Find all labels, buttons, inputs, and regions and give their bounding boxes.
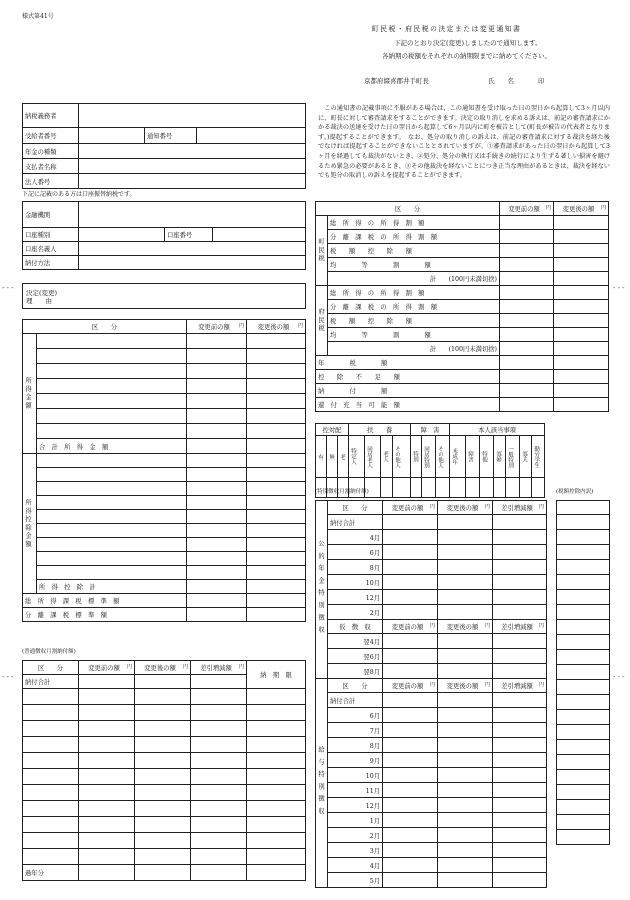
salary-month-3: 9月 xyxy=(328,753,383,768)
salary-month-4-cell-0[interactable] xyxy=(383,768,438,783)
income-side-label: 所得金額 xyxy=(24,376,31,411)
deduction-detail-cell-2[interactable] xyxy=(557,530,610,545)
pension-next-month-1: 翌6月 xyxy=(328,649,383,664)
deduction-detail-cell-3[interactable] xyxy=(557,545,610,560)
salary-month-6-cell-0[interactable] xyxy=(383,798,438,813)
margin-dash-right-bottom: - - - xyxy=(613,673,625,681)
salary-total-label: 納付合計 xyxy=(328,693,383,708)
deduct-side-label: 所得控除金額 xyxy=(24,498,31,549)
normal-title: (普通徴収月割納付額) xyxy=(22,649,76,655)
notice-no-label: 通知番号 xyxy=(145,128,197,144)
income-total-label: 合 計 所 得 金 額 xyxy=(37,439,187,454)
normal-diff-header: 差引増減額 円 xyxy=(191,661,247,675)
pension-month-4-cell-2[interactable] xyxy=(493,590,547,605)
pension-kari-h_diff-header: 差引増減額 円 xyxy=(493,620,547,634)
reason-label: 決定(変更) 理 由 xyxy=(26,289,58,306)
income-before-header: 変更前の額 円 xyxy=(187,320,247,334)
appeal-text: この通知書の記載事項に不服がある場合は、この通知書を受け取った日の翌日から起算して3ヶ月以内に、町長に対して審査請求をすることができます。決定の取り消しを求める訴えは、前記の審査請求にかかる裁決の送達を受けた日の翌日から起算して6ヶ月以内に町を被告として(町長が被告の代表者となります。)提起することができます。 なお、処分の取り消しの訴えは、前記の審査請求に対する裁決を経た後でなければ提起することができないこととされていますが、①審査請求があった日の翌日から起算して3ヶ月を経過しても裁決がないとき、②処分、処分の執行又は手続きの続行により生ずる著しい損害を避けるため緊急の必要があるとき、③その他裁決を経ないことにつき正当な理由があるときは、裁決を経ないでも処分の取消しの訴えを提起することができます。 xyxy=(318,105,610,180)
deduction-detail-cell-18[interactable] xyxy=(557,770,610,785)
pension-month-3: 10月 xyxy=(328,575,383,590)
disabled-header: 障 害 xyxy=(411,424,450,436)
pref-side-label: 府民税 xyxy=(317,308,324,333)
salary-month-2-cell-1[interactable] xyxy=(438,738,493,753)
salary-month-5: 11月 xyxy=(328,783,383,798)
pension-total-label-cell-0[interactable] xyxy=(383,515,438,530)
dependent-col-8: 同居特別 xyxy=(423,445,430,468)
notice-line1: 下記のとおり決定(変更)しましたので通知します。 xyxy=(394,39,542,47)
salary-total-label-cell-0[interactable] xyxy=(383,693,438,708)
pension-month-0-cell-2[interactable] xyxy=(493,530,547,545)
dependent-col-13: 寡婦 xyxy=(495,451,502,462)
notice-line2: 各納期の税額をそれぞれの納期限までに納めてください。 xyxy=(382,52,551,60)
salary-month-8-cell-1[interactable] xyxy=(438,828,493,843)
pension-kari-h_before-header: 変更前の額 円 xyxy=(383,620,438,634)
salary-month-10-cell-2[interactable] xyxy=(493,858,547,873)
pension-kari-kubun-header: 仮 徴 収 xyxy=(328,620,383,634)
pension-month-1-cell-1[interactable] xyxy=(438,545,493,560)
town-row-1: 分 離 課 税 の 所 得 割 額 xyxy=(328,230,500,244)
pension-month-5-cell-1[interactable] xyxy=(438,605,493,620)
salary-month-0-cell-0[interactable] xyxy=(383,708,438,723)
salary-month-0-cell-1[interactable] xyxy=(438,708,493,723)
salary-total-label-cell-2[interactable] xyxy=(493,693,547,708)
pension-total-label-cell-1[interactable] xyxy=(438,515,493,530)
salary-month-0-cell-2[interactable] xyxy=(493,708,547,723)
dependent-val-12[interactable] xyxy=(480,478,494,498)
receiver-no-value[interactable] xyxy=(79,128,145,144)
seal-mark: 印 xyxy=(538,77,545,85)
dependent-col-16: 勤労学生 xyxy=(533,445,540,468)
dependent-col-14: 一般特別 xyxy=(507,445,514,468)
salary-month-5-cell-0[interactable] xyxy=(383,783,438,798)
salary-month-10-cell-1[interactable] xyxy=(438,858,493,873)
deduction-detail-table xyxy=(556,500,610,845)
account-type-label: 口座種別 xyxy=(23,228,79,242)
salary-kubun-header: 区 分 xyxy=(328,679,383,693)
dependent-val-11[interactable] xyxy=(466,478,480,498)
deduction-detail-cell-8[interactable] xyxy=(557,620,610,635)
salary-month-9-cell-2[interactable] xyxy=(493,843,547,858)
special-title: (特別徴収月割納付額) xyxy=(315,489,369,495)
deduction-detail-cell-12[interactable] xyxy=(557,680,610,695)
town-row-2: 税 額 控 除 額 xyxy=(328,244,500,258)
salary-month-7-cell-0[interactable] xyxy=(383,813,438,828)
bottom-row-1: 控 除 不 足 額 xyxy=(316,370,500,384)
pension-total-label: 納付合計 xyxy=(328,515,383,530)
reason-box[interactable] xyxy=(22,283,306,309)
income-after-header: 変更後の額 円 xyxy=(247,320,306,334)
deduction-detail-cell-16[interactable] xyxy=(557,740,610,755)
deduction-detail-cell-0[interactable] xyxy=(557,501,610,515)
deduction-detail-cell-1[interactable] xyxy=(557,515,610,530)
notice-title: 町民税・府民税の決定または変更通知書 xyxy=(372,25,522,33)
salary-month-10-cell-0[interactable] xyxy=(383,858,438,873)
salary-month-11: 5月 xyxy=(328,873,383,888)
dependent-val-15[interactable] xyxy=(520,478,532,498)
pension-month-1-cell-0[interactable] xyxy=(383,545,438,560)
form-number: 様式第41号 xyxy=(22,13,54,20)
deduction-detail-cell-5[interactable] xyxy=(557,575,610,590)
pension-next-month-2-cell-2[interactable] xyxy=(493,664,547,679)
personal-header: 本人該当事項 xyxy=(450,424,545,436)
salary-month-6-cell-2[interactable] xyxy=(493,798,547,813)
dependent-col-4: 同居老人 xyxy=(366,445,373,468)
pension-kubun-header: 区 分 xyxy=(328,501,383,515)
deduction-detail-cell-14[interactable] xyxy=(557,710,610,725)
pension-month-3-cell-0[interactable] xyxy=(383,575,438,590)
normal-after-header: 変更後の額 円 xyxy=(135,661,191,675)
deduction-detail-cell-9[interactable] xyxy=(557,635,610,650)
pension-type-value[interactable] xyxy=(79,144,306,159)
pension-next-month-0-cell-2[interactable] xyxy=(493,634,547,649)
deduction-detail-cell-4[interactable] xyxy=(557,560,610,575)
pension-next-month-1-cell-1[interactable] xyxy=(438,649,493,664)
salary-month-3-cell-1[interactable] xyxy=(438,753,493,768)
dependent-col-10: 未成年 xyxy=(451,448,458,465)
deduction-detail-title: (税額控除内訳) xyxy=(556,489,594,495)
pension-type-label: 年金の種類 xyxy=(23,144,79,159)
pension-month-0: 4月 xyxy=(328,530,383,545)
pension-side-label: 公的年金特別徴収 xyxy=(317,540,324,639)
salary-month-4: 10月 xyxy=(328,768,383,783)
salary-month-3-cell-2[interactable] xyxy=(493,753,547,768)
salary-h_diff-header: 差引増減額 円 xyxy=(493,679,547,693)
dependent-col-0: 有 xyxy=(317,453,323,460)
salary-month-2: 8月 xyxy=(328,738,383,753)
dependent-col-9: その他人 xyxy=(437,445,444,468)
pension-month-2: 8月 xyxy=(328,560,383,575)
tax-table xyxy=(315,201,609,412)
bank-note: 下記に記載のある方は口座振替納税です。 xyxy=(22,191,136,198)
salary-month-7-cell-1[interactable] xyxy=(438,813,493,828)
tax-before-header: 変更前の額 円 xyxy=(500,202,554,216)
dependent-val-9[interactable] xyxy=(436,478,450,498)
pension-next-month-1-cell-0[interactable] xyxy=(383,649,438,664)
salary-month-8-cell-0[interactable] xyxy=(383,828,438,843)
corp-no-value[interactable] xyxy=(79,174,306,189)
town-row-0: 総 所 得 の 所 得 割 額 xyxy=(328,216,500,230)
pension-month-0-cell-0[interactable] xyxy=(383,530,438,545)
margin-dash-left-bottom: - - - xyxy=(2,673,14,681)
overdue-label: 過年分 xyxy=(23,865,79,881)
income-table xyxy=(22,319,306,622)
special-table xyxy=(315,500,547,888)
account-no-value[interactable] xyxy=(213,228,306,242)
pension-next-month-0-cell-0[interactable] xyxy=(383,634,438,649)
holder-label: 口座名義人 xyxy=(23,242,79,256)
normal-table xyxy=(22,660,306,881)
bottom-row-2: 納 付 額 xyxy=(316,384,500,398)
salary-month-8-cell-2[interactable] xyxy=(493,828,547,843)
salary-month-11-cell-1[interactable] xyxy=(438,873,493,888)
salary-month-2-cell-0[interactable] xyxy=(383,738,438,753)
dependent-val-14[interactable] xyxy=(506,478,520,498)
corp-no-label: 法人番号 xyxy=(23,174,79,189)
account-no-label: 口座番号 xyxy=(165,228,213,242)
pension-month-4-cell-0[interactable] xyxy=(383,590,438,605)
payer-name-value[interactable] xyxy=(79,159,306,174)
town-row-3: 均 等 割 額 xyxy=(328,258,500,272)
dependent-col-3: 特定人 xyxy=(350,448,357,465)
pension-month-4-cell-1[interactable] xyxy=(438,590,493,605)
normal-before-header: 変更前の額 円 xyxy=(79,661,135,675)
pension-next-month-1-cell-2[interactable] xyxy=(493,649,547,664)
dependent-val-13[interactable] xyxy=(494,478,506,498)
pref-row-4: 計 (100円未満切捨) xyxy=(328,342,500,356)
deduction-detail-cell-11[interactable] xyxy=(557,665,610,680)
dependent-val-8[interactable] xyxy=(422,478,436,498)
salary-month-1-cell-0[interactable] xyxy=(383,723,438,738)
deduction-detail-cell-19[interactable] xyxy=(557,785,610,800)
tax-after-header: 変更後の額 円 xyxy=(554,202,609,216)
pension-next-month-2-cell-1[interactable] xyxy=(438,664,493,679)
salary-month-1-cell-1[interactable] xyxy=(438,723,493,738)
dependent-val-6[interactable] xyxy=(393,478,411,498)
pension-next-month-0: 翌4月 xyxy=(328,634,383,649)
salary-month-4-cell-2[interactable] xyxy=(493,768,547,783)
pension-month-2-cell-0[interactable] xyxy=(383,560,438,575)
dependent-col-7: 特別 xyxy=(412,451,419,462)
bank-table xyxy=(22,201,306,270)
pension-month-5-cell-0[interactable] xyxy=(383,605,438,620)
total-taxable-label: 総 所 得 課 税 標 準 額 xyxy=(23,594,187,608)
bottom-row-0: 年 税 額 xyxy=(316,356,500,370)
pension-h_before-header: 変更前の額 円 xyxy=(383,501,438,515)
deduction-detail-cell-10[interactable] xyxy=(557,650,610,665)
pension-next-month-0-cell-1[interactable] xyxy=(438,634,493,649)
support-header: 扶 養 xyxy=(349,424,411,436)
institution-label: 金融機関 xyxy=(23,202,79,228)
pension-total-label-cell-2[interactable] xyxy=(493,515,547,530)
salary-month-0: 6月 xyxy=(328,708,383,723)
normal-total-label: 納付合計 xyxy=(23,675,79,689)
pension-month-3-cell-2[interactable] xyxy=(493,575,547,590)
institution-value[interactable] xyxy=(79,202,306,228)
salary-month-9-cell-1[interactable] xyxy=(438,843,493,858)
salary-month-3-cell-0[interactable] xyxy=(383,753,438,768)
income-kubun-header: 区 分 xyxy=(23,320,187,334)
deduction-detail-cell-15[interactable] xyxy=(557,725,610,740)
dependent-col-6: その他人 xyxy=(394,445,401,468)
pension-month-5-cell-2[interactable] xyxy=(493,605,547,620)
pref-row-2: 税 額 控 除 額 xyxy=(328,314,500,328)
payer-label: 納税義務者 xyxy=(23,104,79,128)
salary-month-9: 3月 xyxy=(328,843,383,858)
account-type-value[interactable] xyxy=(79,228,165,242)
margin-dash-right-top: - - - xyxy=(613,284,625,292)
tax-kubun-header: 区 分 xyxy=(316,202,500,216)
dependent-col-15: 寡夫 xyxy=(521,451,528,462)
salary-month-6: 12月 xyxy=(328,798,383,813)
dependent-col-5: 老人 xyxy=(382,451,389,462)
pension-month-2-cell-2[interactable] xyxy=(493,560,547,575)
notice-no-value[interactable] xyxy=(197,128,306,144)
dependent-val-5[interactable] xyxy=(381,478,393,498)
pension-month-1-cell-2[interactable] xyxy=(493,545,547,560)
salary-month-1: 7月 xyxy=(328,723,383,738)
deduct-total-label: 所 得 控 除 計 xyxy=(37,580,187,594)
salary-month-6-cell-1[interactable] xyxy=(438,798,493,813)
salary-month-10: 4月 xyxy=(328,858,383,873)
deduction-detail-cell-22[interactable] xyxy=(557,830,610,845)
salary-month-11-cell-2[interactable] xyxy=(493,873,547,888)
deduction-detail-cell-17[interactable] xyxy=(557,755,610,770)
receiver-no-label: 受給者番号 xyxy=(23,128,79,144)
payer-info-table xyxy=(22,103,306,189)
pension-month-5: 2月 xyxy=(328,605,383,620)
salary-month-11-cell-0[interactable] xyxy=(383,873,438,888)
pension-kari-h_after-header: 変更後の額 円 xyxy=(438,620,493,634)
salary-h_after-header: 変更後の額 円 xyxy=(438,679,493,693)
town-side-label: 町民税 xyxy=(317,238,324,263)
holder-value[interactable] xyxy=(79,242,306,256)
pension-month-0-cell-1[interactable] xyxy=(438,530,493,545)
salary-month-5-cell-1[interactable] xyxy=(438,783,493,798)
dependent-col-2: 老 xyxy=(339,453,345,460)
dependent-col-12: 特他 xyxy=(481,451,488,462)
bottom-row-3: 還 付 充 当 可 能 額 xyxy=(316,398,500,412)
deduction-detail-cell-7[interactable] xyxy=(557,605,610,620)
pension-month-1: 6月 xyxy=(328,545,383,560)
normal-kubun-header: 区 分 xyxy=(23,661,79,675)
deduction-detail-cell-6[interactable] xyxy=(557,590,610,605)
pref-row-0: 総 所 得 の 所 得 割 額 xyxy=(328,286,500,300)
salary-month-9-cell-0[interactable] xyxy=(383,843,438,858)
deduction-detail-cell-20[interactable] xyxy=(557,800,610,815)
salary-h_before-header: 変更前の額 円 xyxy=(383,679,438,693)
spouse-header: 控対配 xyxy=(316,424,349,436)
salary-month-4-cell-1[interactable] xyxy=(438,768,493,783)
dependent-val-16[interactable] xyxy=(532,478,545,498)
pension-month-2-cell-1[interactable] xyxy=(438,560,493,575)
payer-name-label: 支払者名称 xyxy=(23,159,79,174)
pension-h_diff-header: 差引増減額 円 xyxy=(493,501,547,515)
normal-due-header: 納 期 限 xyxy=(247,661,306,689)
method-value[interactable] xyxy=(79,256,306,270)
dependents-table xyxy=(315,423,545,498)
town-row-4: 計 (100円未満切捨) xyxy=(328,272,500,286)
dependent-col-11: 障害 xyxy=(467,451,474,462)
salary-month-5-cell-2[interactable] xyxy=(493,783,547,798)
deduction-detail-cell-21[interactable] xyxy=(557,815,610,830)
method-label: 納付方法 xyxy=(23,256,79,270)
payer-value[interactable] xyxy=(79,104,306,128)
dependent-val-10[interactable] xyxy=(450,478,466,498)
deduction-detail-cell-13[interactable] xyxy=(557,695,610,710)
dependent-val-7[interactable] xyxy=(411,478,422,498)
pref-row-1: 分 離 課 税 の 所 得 割 額 xyxy=(328,300,500,314)
salary-month-2-cell-2[interactable] xyxy=(493,738,547,753)
issuer-name: 京都府綴喜郡井手町長 xyxy=(364,77,429,85)
pension-next-month-2-cell-0[interactable] xyxy=(383,664,438,679)
pension-month-3-cell-1[interactable] xyxy=(438,575,493,590)
pension-h_after-header: 変更後の額 円 xyxy=(438,501,493,515)
pension-next-month-2: 翌8月 xyxy=(328,664,383,679)
salary-month-1-cell-2[interactable] xyxy=(493,723,547,738)
margin-dash-left-top: - - - xyxy=(2,284,14,292)
salary-total-label-cell-1[interactable] xyxy=(438,693,493,708)
salary-month-8: 2月 xyxy=(328,828,383,843)
dependent-col-1: 無 xyxy=(328,453,334,460)
pension-month-4: 12月 xyxy=(328,590,383,605)
salary-side-label: 給与特別徴収 xyxy=(317,746,324,820)
issuer-name-label: 氏 名 xyxy=(488,77,514,85)
pref-row-3: 均 等 割 額 xyxy=(328,328,500,342)
salary-month-7: 1月 xyxy=(328,813,383,828)
salary-month-7-cell-2[interactable] xyxy=(493,813,547,828)
separate-taxable-label: 分 離 課 税 標 準 額 xyxy=(23,608,187,622)
